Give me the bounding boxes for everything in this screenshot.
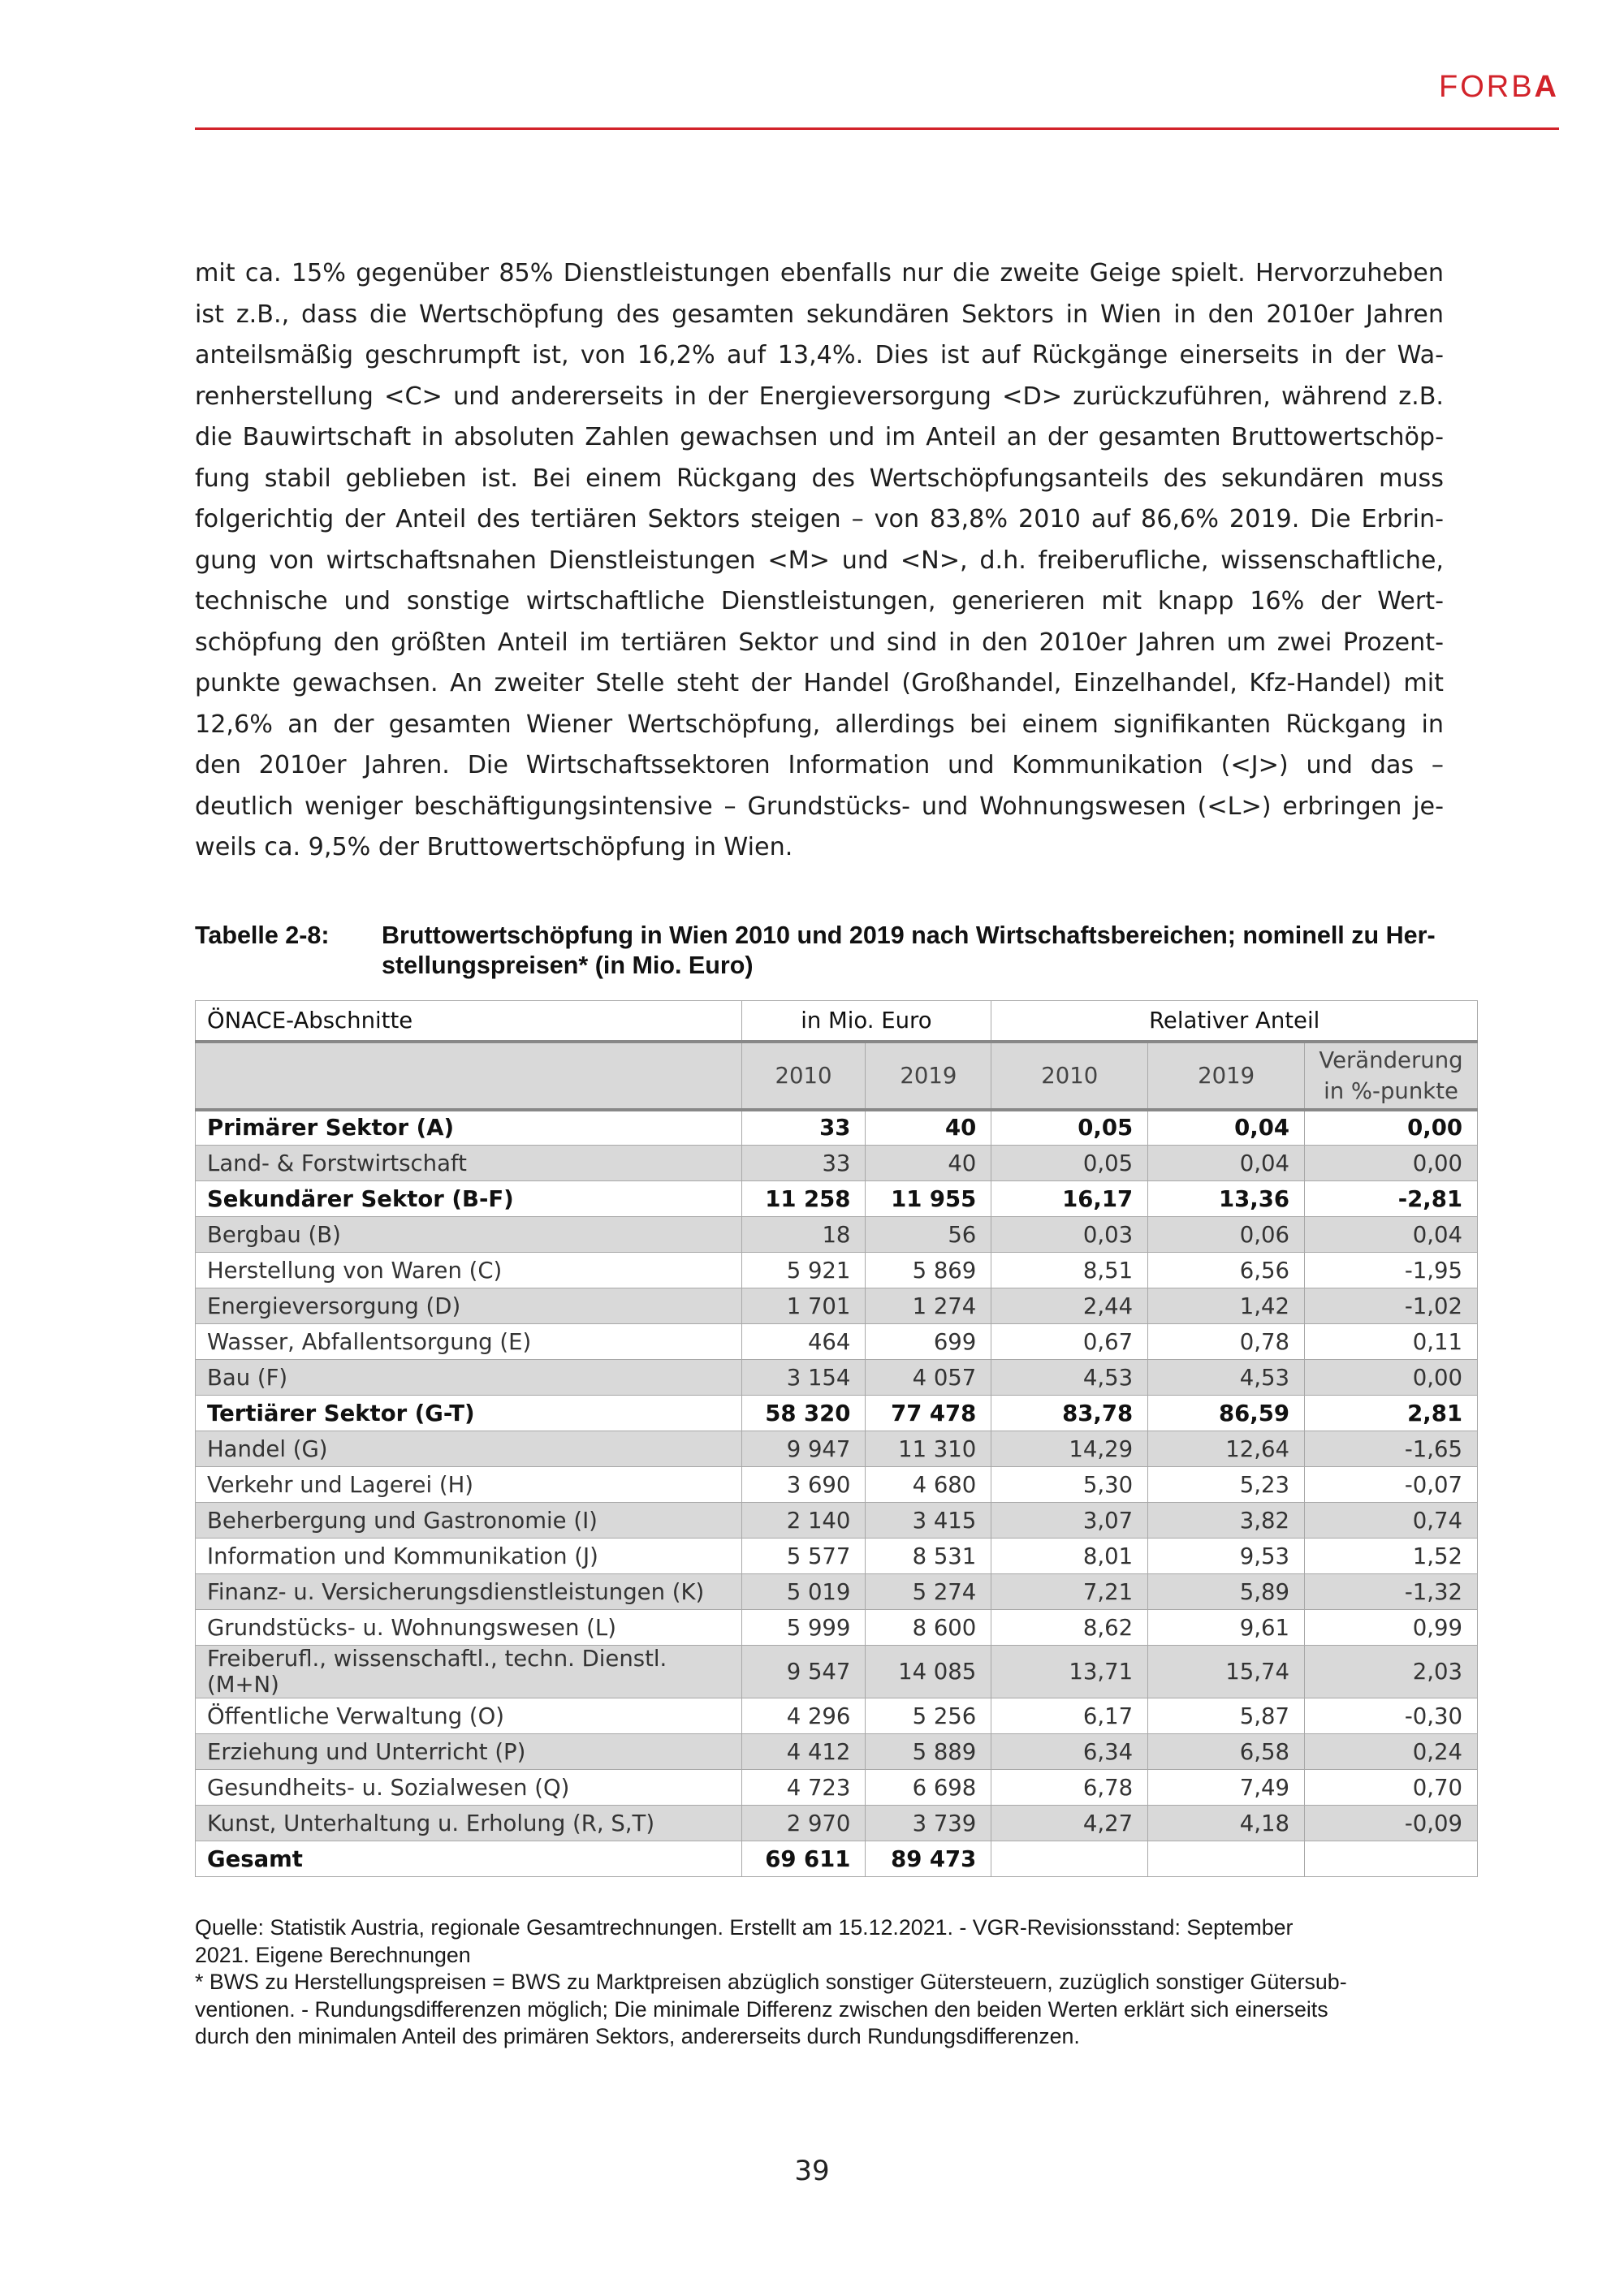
value-2019: 11 310 [866, 1431, 991, 1467]
share-2010: 16,17 [991, 1181, 1148, 1217]
row-label: Gesamt [196, 1841, 742, 1877]
table-row [196, 1253, 1478, 1288]
share-2010: 4,53 [991, 1360, 1148, 1396]
share-2019: 12,64 [1148, 1431, 1305, 1467]
column-header-change-line: in %-punkte [1324, 1077, 1458, 1104]
value-2019: 14 085 [866, 1646, 991, 1698]
share-2019: 0,04 [1148, 1146, 1305, 1181]
body-line: gung von wirtschaftsnahen Dienstleistungen <M> und <N>, d.h. freiberufliche, wissenschaftliche, [195, 546, 1444, 575]
row-label: Information und Kommunikation (J) [196, 1539, 742, 1574]
row-label: Freiberufl., wissenschaftl., techn. Dienstl. (M+N) [196, 1646, 742, 1698]
share-2010: 5,30 [991, 1467, 1148, 1503]
value-2010: 33 [741, 1146, 866, 1181]
share-2019: 3,82 [1148, 1503, 1305, 1539]
share-2019: 13,36 [1148, 1181, 1305, 1217]
header-rule [195, 127, 1559, 130]
table-caption-title-line: Bruttowertschöpfung in Wien 2010 und 2019 nach Wirtschaftsbereichen; nominell zu Her- [382, 921, 1436, 949]
row-label: Grundstücks- u. Wohnungswesen (L) [196, 1610, 742, 1646]
footnote-line: durch den minimalen Anteil des primären Sektors, andererseits durch Rundungsdifferenzen. [195, 2024, 1080, 2048]
table-caption-title [382, 921, 1470, 981]
body-line: anteilsmäßig geschrumpft ist, von 16,2% auf 13,4%. Dies ist auf Rückgänge einerseits in der Wa- [195, 341, 1444, 369]
share-change: -1,32 [1305, 1574, 1478, 1610]
body-line: deutlich weniger beschäftigungsintensive – Grundstücks- und Wohnungswesen (<L>) erbringen je- [195, 792, 1444, 821]
value-2010: 9 947 [741, 1431, 866, 1467]
share-change: -0,09 [1305, 1806, 1478, 1841]
value-2019: 6 698 [866, 1770, 991, 1806]
value-2019: 4 680 [866, 1467, 991, 1503]
share-2019: 5,87 [1148, 1698, 1305, 1734]
body-line: den 2010er Jahren. Die Wirtschaftssektoren Information und Kommunikation (<J>) und das – [195, 751, 1444, 779]
share-change: 0,00 [1305, 1110, 1478, 1146]
table-row [196, 1646, 1478, 1698]
share-change: 0,70 [1305, 1770, 1478, 1806]
table-caption-title-line: stellungspreisen* (in Mio. Euro) [382, 952, 754, 979]
table-subheader-row [196, 1042, 1478, 1110]
share-2010: 0,03 [991, 1217, 1148, 1253]
body-line: die Bauwirtschaft in absoluten Zahlen gewachsen und im Anteil an der gesamten Bruttowertschöp- [195, 423, 1444, 451]
logo-prefix: FORB [1438, 70, 1535, 104]
row-label: Erziehung und Unterricht (P) [196, 1734, 742, 1770]
share-change: 0,00 [1305, 1146, 1478, 1181]
table-row [196, 1146, 1478, 1181]
share-2010: 6,78 [991, 1770, 1148, 1806]
share-2010: 13,71 [991, 1646, 1148, 1698]
row-label: Primärer Sektor (A) [196, 1110, 742, 1146]
value-added-table [195, 1000, 1478, 1877]
table-row [196, 1431, 1478, 1467]
share-2010: 0,05 [991, 1146, 1148, 1181]
share-2019: 0,06 [1148, 1217, 1305, 1253]
body-line: renherstellung <C> und andererseits in der Energieversorgung <D> zurückzuführen, während z.B. [195, 382, 1444, 411]
value-2019: 1 274 [866, 1288, 991, 1324]
row-label: Tertiärer Sektor (G-T) [196, 1396, 742, 1431]
body-line: technische und sonstige wirtschaftliche Dienstleistungen, generieren mit knapp 16% der Wert- [195, 587, 1444, 615]
table-row [196, 1610, 1478, 1646]
share-change: -1,95 [1305, 1253, 1478, 1288]
value-2010: 2 140 [741, 1503, 866, 1539]
share-2019: 0,78 [1148, 1324, 1305, 1360]
share-change: 0,99 [1305, 1610, 1478, 1646]
value-2010: 9 547 [741, 1646, 866, 1698]
column-group-header-euro: in Mio. Euro [741, 1001, 991, 1042]
share-2010: 14,29 [991, 1431, 1148, 1467]
value-2010: 4 412 [741, 1734, 866, 1770]
share-change: 0,00 [1305, 1360, 1478, 1396]
table-row [196, 1396, 1478, 1431]
body-line: schöpfung den größten Anteil im tertiären Sektor und sind in den 2010er Jahren um zwei Prozent- [195, 628, 1444, 657]
source-note-line: Quelle: Statistik Austria, regionale Gesamtrechnungen. Erstellt am 15.12.2021. - VGR-Revisionsstand: September [195, 1915, 1294, 1940]
value-2019: 3 739 [866, 1806, 991, 1841]
table-row [196, 1574, 1478, 1610]
footnote-line: * BWS zu Herstellungspreisen = BWS zu Marktpreisen abzüglich sonstiger Gütersteuern, zuzüglich sonstiger Gütersub- [195, 1970, 1347, 1994]
value-2019: 4 057 [866, 1360, 991, 1396]
share-change: 0,74 [1305, 1503, 1478, 1539]
share-2010: 8,62 [991, 1610, 1148, 1646]
body-paragraph [195, 253, 1444, 869]
share-change: -1,02 [1305, 1288, 1478, 1324]
value-2019: 699 [866, 1324, 991, 1360]
source-note [195, 1914, 1462, 1969]
value-2010: 3 690 [741, 1467, 866, 1503]
share-2019 [1148, 1841, 1305, 1877]
value-2019: 8 600 [866, 1610, 991, 1646]
share-2019: 7,49 [1148, 1770, 1305, 1806]
column-group-header-share: Relativer Anteil [991, 1001, 1478, 1042]
column-header-change-line: Veränderung [1319, 1047, 1463, 1073]
table-row [196, 1841, 1478, 1877]
row-label: Herstellung von Waren (C) [196, 1253, 742, 1288]
value-2010: 2 970 [741, 1806, 866, 1841]
row-label: Bau (F) [196, 1360, 742, 1396]
share-2019: 9,61 [1148, 1610, 1305, 1646]
body-line: mit ca. 15% gegenüber 85% Dienstleistungen ebenfalls nur die zweite Geige spielt. Hervorzuheben [195, 259, 1444, 287]
value-2019: 3 415 [866, 1503, 991, 1539]
share-change: 0,24 [1305, 1734, 1478, 1770]
value-2010: 58 320 [741, 1396, 866, 1431]
share-change: 0,04 [1305, 1217, 1478, 1253]
table-row [196, 1734, 1478, 1770]
share-2019: 0,04 [1148, 1110, 1305, 1146]
value-2010: 5 019 [741, 1574, 866, 1610]
table-row [196, 1806, 1478, 1841]
column-header-2010-share: 2010 [991, 1042, 1148, 1110]
row-label: Verkehr und Lagerei (H) [196, 1467, 742, 1503]
source-note-line: 2021. Eigene Berechnungen [195, 1942, 471, 1967]
row-label: Finanz- u. Versicherungsdienstleistungen (K) [196, 1574, 742, 1610]
share-2019: 5,23 [1148, 1467, 1305, 1503]
share-2019: 15,74 [1148, 1646, 1305, 1698]
value-2019: 56 [866, 1217, 991, 1253]
row-label: Land- & Forstwirtschaft [196, 1146, 742, 1181]
table-row [196, 1217, 1478, 1253]
value-2019: 5 869 [866, 1253, 991, 1288]
share-2010: 8,51 [991, 1253, 1148, 1288]
share-2010: 7,21 [991, 1574, 1148, 1610]
share-change: -0,07 [1305, 1467, 1478, 1503]
forba-logo [1439, 70, 1559, 105]
value-2019: 89 473 [866, 1841, 991, 1877]
row-label: Energieversorgung (D) [196, 1288, 742, 1324]
logo-suffix: A [1534, 70, 1559, 104]
value-2019: 8 531 [866, 1539, 991, 1574]
table-row [196, 1503, 1478, 1539]
table-notes [195, 1914, 1462, 2051]
value-2010: 5 921 [741, 1253, 866, 1288]
share-change: -1,65 [1305, 1431, 1478, 1467]
column-header-change [1305, 1042, 1478, 1110]
value-2010: 5 577 [741, 1539, 866, 1574]
column-header-2019-share: 2019 [1148, 1042, 1305, 1110]
value-2010: 69 611 [741, 1841, 866, 1877]
table-caption-label: Tabelle 2-8: [195, 921, 330, 949]
share-change: 1,52 [1305, 1539, 1478, 1574]
share-2010: 2,44 [991, 1288, 1148, 1324]
footnote [195, 1969, 1462, 2051]
share-change: 0,11 [1305, 1324, 1478, 1360]
share-2019: 6,56 [1148, 1253, 1305, 1288]
value-2019: 5 274 [866, 1574, 991, 1610]
row-label: Öffentliche Verwaltung (O) [196, 1698, 742, 1734]
value-2010: 464 [741, 1324, 866, 1360]
row-label: Bergbau (B) [196, 1217, 742, 1253]
table-row [196, 1181, 1478, 1217]
table-row [196, 1539, 1478, 1574]
value-2019: 77 478 [866, 1396, 991, 1431]
table-row [196, 1288, 1478, 1324]
share-2010: 6,34 [991, 1734, 1148, 1770]
value-2010: 11 258 [741, 1181, 866, 1217]
row-label: Wasser, Abfallentsorgung (E) [196, 1324, 742, 1360]
share-2010: 0,67 [991, 1324, 1148, 1360]
body-line: fung stabil geblieben ist. Bei einem Rückgang des Wertschöpfungsanteils des sekundären muss [195, 464, 1444, 493]
column-header-2019-euro: 2019 [866, 1042, 991, 1110]
share-2010: 83,78 [991, 1396, 1148, 1431]
share-change: 2,81 [1305, 1396, 1478, 1431]
share-change [1305, 1841, 1478, 1877]
share-2010: 8,01 [991, 1539, 1148, 1574]
table-header-row [196, 1001, 1478, 1042]
share-change: -2,81 [1305, 1181, 1478, 1217]
row-label: Kunst, Unterhaltung u. Erholung (R, S,T) [196, 1806, 742, 1841]
footnote-line: ventionen. - Rundungsdifferenzen möglich; Die minimale Differenz zwischen den beiden Werten erklärt sich einerseits [195, 1996, 1328, 2022]
share-2019: 6,58 [1148, 1734, 1305, 1770]
value-2010: 4 296 [741, 1698, 866, 1734]
body-line: weils ca. 9,5% der Bruttowertschöpfung in Wien. [195, 833, 793, 861]
value-2010: 4 723 [741, 1770, 866, 1806]
body-line: 12,6% an der gesamten Wiener Wertschöpfung, allerdings bei einem signifikanten Rückgang in [195, 710, 1444, 739]
table-row [196, 1467, 1478, 1503]
value-2010: 3 154 [741, 1360, 866, 1396]
share-2010: 3,07 [991, 1503, 1148, 1539]
row-label: Handel (G) [196, 1431, 742, 1467]
row-label: Beherbergung und Gastronomie (I) [196, 1503, 742, 1539]
row-label: Gesundheits- u. Sozialwesen (Q) [196, 1770, 742, 1806]
value-2019: 5 256 [866, 1698, 991, 1734]
share-2019: 4,18 [1148, 1806, 1305, 1841]
table-row [196, 1324, 1478, 1360]
value-2019: 11 955 [866, 1181, 991, 1217]
table-row [196, 1698, 1478, 1734]
body-line: folgerichtig der Anteil des tertiären Sektors steigen – von 83,8% 2010 auf 86,6% 2019. Die Erbrin- [195, 505, 1444, 533]
share-change: -0,30 [1305, 1698, 1478, 1734]
share-2010: 4,27 [991, 1806, 1148, 1841]
row-label: Sekundärer Sektor (B-F) [196, 1181, 742, 1217]
value-2010: 5 999 [741, 1610, 866, 1646]
share-2010 [991, 1841, 1148, 1877]
table-row [196, 1360, 1478, 1396]
share-2010: 0,05 [991, 1110, 1148, 1146]
body-line: punkte gewachsen. An zweiter Stelle steht der Handel (Großhandel, Einzelhandel, Kfz-Handel) mit [195, 669, 1444, 697]
column-header-sections: ÖNACE-Abschnitte [196, 1001, 742, 1042]
column-header-2010-euro: 2010 [741, 1042, 866, 1110]
table-row [196, 1110, 1478, 1146]
share-change: 2,03 [1305, 1646, 1478, 1698]
table-row [196, 1770, 1478, 1806]
value-2010: 18 [741, 1217, 866, 1253]
share-2019: 86,59 [1148, 1396, 1305, 1431]
value-2010: 33 [741, 1110, 866, 1146]
share-2010: 6,17 [991, 1698, 1148, 1734]
value-2019: 40 [866, 1110, 991, 1146]
share-2019: 4,53 [1148, 1360, 1305, 1396]
share-2019: 1,42 [1148, 1288, 1305, 1324]
value-2019: 5 889 [866, 1734, 991, 1770]
column-header-blank [196, 1042, 742, 1110]
body-line: ist z.B., dass die Wertschöpfung des gesamten sekundären Sektors in Wien in den 2010er Jahren [195, 300, 1444, 329]
value-2010: 1 701 [741, 1288, 866, 1324]
share-2019: 5,89 [1148, 1574, 1305, 1610]
share-2019: 9,53 [1148, 1539, 1305, 1574]
value-2019: 40 [866, 1146, 991, 1181]
page-number: 39 [794, 2155, 830, 2187]
